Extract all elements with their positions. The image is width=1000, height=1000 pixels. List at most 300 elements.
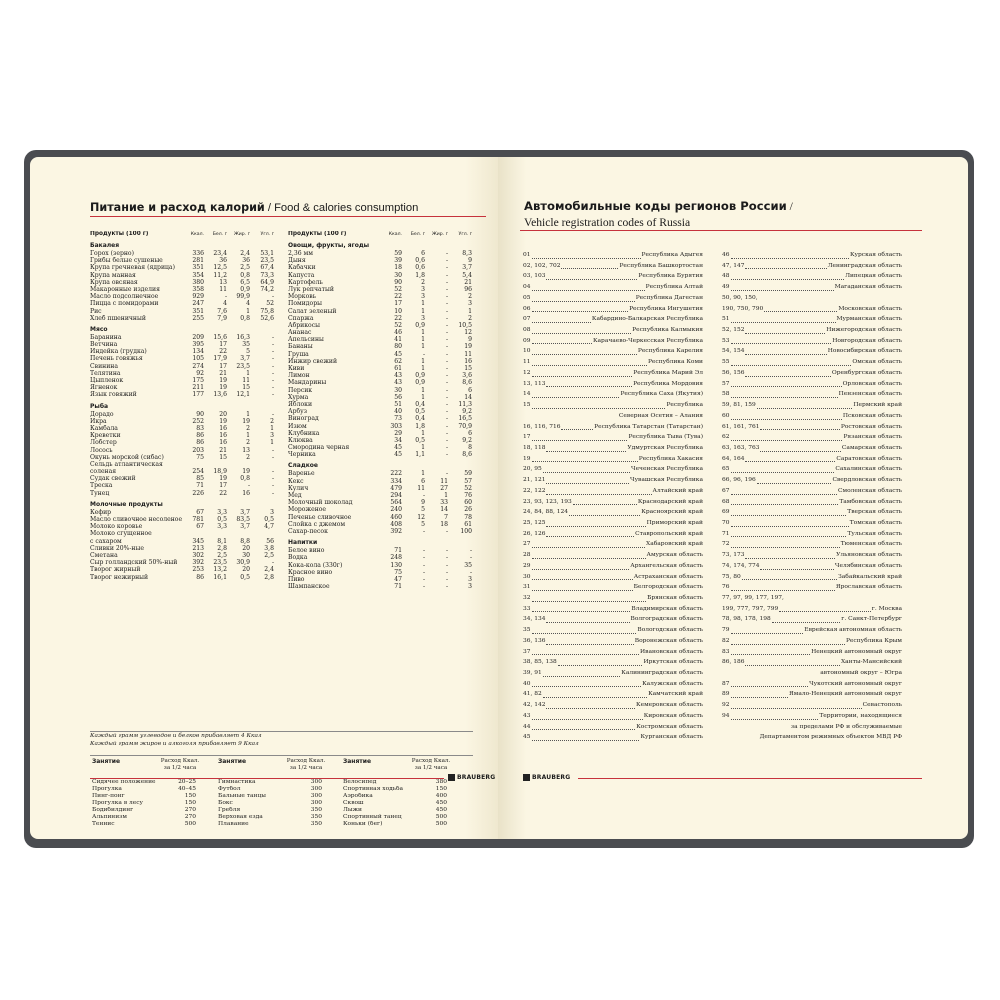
food-value: 22 <box>394 314 402 322</box>
food-row <box>90 348 274 355</box>
food-value: - <box>445 408 448 416</box>
dot-leader <box>731 357 852 368</box>
food-name: Салат зеленый <box>288 307 337 315</box>
food-name: Дорадо <box>90 410 114 418</box>
food-value: - <box>445 314 448 322</box>
dot-leader <box>731 529 847 540</box>
region-name: Омская область <box>852 359 902 366</box>
food-name: Лосось <box>90 446 113 454</box>
food-value: 71 <box>394 583 402 591</box>
dot-leader <box>546 636 633 647</box>
region-row <box>722 497 902 508</box>
food-row <box>288 423 472 430</box>
region-row <box>722 346 902 357</box>
food-value: 99,9 <box>236 293 250 301</box>
food-value: 2,4 <box>240 250 250 257</box>
region-name: Архангельская область <box>630 562 703 569</box>
region-code: 15 <box>523 402 531 409</box>
food-name: Ветчина <box>90 341 118 349</box>
food-name: Грибы белые сушеные <box>90 257 163 265</box>
food-value: - <box>445 264 448 272</box>
food-value: - <box>271 293 274 301</box>
food-value: - <box>271 489 274 497</box>
region-name: Иркутская область <box>643 659 703 666</box>
food-value: 392 <box>390 527 402 535</box>
food-value: - <box>271 468 274 476</box>
food-name: Водка <box>288 554 308 562</box>
activity-name: Гребля <box>218 807 241 813</box>
food-value: - <box>445 357 448 365</box>
activity-kcal: 40–45 <box>178 786 196 792</box>
dot-leader <box>731 411 842 422</box>
food-row <box>288 401 472 408</box>
food-value: 13,2 <box>213 566 227 574</box>
food-value: 9 <box>468 336 472 344</box>
region-name: Ростовская область <box>840 423 902 430</box>
food-value: 1 <box>246 432 250 440</box>
brauberg-logo-right <box>523 774 570 781</box>
region-row <box>523 550 703 561</box>
region-code: 32 <box>523 595 531 601</box>
food-value: - <box>445 393 448 401</box>
region-name: Департаментом режимных объектов МВД РФ <box>759 734 902 741</box>
activity-kcal: 500 <box>435 821 447 827</box>
food-name: Мороженое <box>288 506 327 514</box>
region-name: г. Москва <box>871 605 902 612</box>
region-row <box>523 518 703 529</box>
region-name: Псковская область <box>842 412 902 419</box>
food-value: 248 <box>390 554 402 562</box>
food-value: 3 <box>270 432 274 440</box>
region-name: Ханты-Мансийский <box>840 659 902 666</box>
food-value: 1 <box>421 470 425 478</box>
food-value: 0,8 <box>240 475 250 483</box>
food-value: 19 <box>219 377 227 384</box>
region-code: 01 <box>523 252 531 258</box>
food-value: 16,1 <box>213 573 227 581</box>
region-code: 77, 97, 99, 177, 197, <box>722 595 784 601</box>
food-row <box>288 444 472 451</box>
food-row <box>288 451 472 458</box>
region-row <box>523 432 703 443</box>
food-value: 0,5 <box>240 573 250 581</box>
food-value: 35 <box>242 341 250 349</box>
region-name: Чувашская Республика <box>630 477 703 484</box>
activity-row <box>92 807 208 814</box>
food-value: 43 <box>394 379 402 387</box>
food-value: 53,1 <box>260 250 274 257</box>
food-name: Черника <box>288 451 316 459</box>
food-value: 1 <box>421 393 425 401</box>
food-value: 213 <box>192 544 204 552</box>
dot-leader <box>532 604 631 615</box>
activity-table-1 <box>92 758 208 828</box>
region-code: 72 <box>722 541 730 548</box>
food-value: 60 <box>464 499 472 507</box>
food-value: 1 <box>444 492 448 499</box>
food-name: Крупа овсяная <box>90 278 138 286</box>
food-name: Хурма <box>288 393 309 401</box>
food-row <box>288 547 472 554</box>
activity-name: Теннис <box>92 821 115 827</box>
region-code: 18, 118 <box>523 444 546 451</box>
region-name: Карачаево-Черкесская Республика <box>592 337 703 344</box>
food-value: 1 <box>246 369 250 377</box>
food-value: 19 <box>242 417 250 425</box>
region-code: 45 <box>523 734 531 741</box>
region-code: 89 <box>722 691 730 698</box>
region-code: 63, 163, 763 <box>722 444 760 451</box>
region-row <box>523 722 703 733</box>
food-value: - <box>445 329 448 337</box>
food-name: Кулич <box>288 484 309 492</box>
food-value: 22 <box>219 348 227 356</box>
activity-row <box>343 807 459 814</box>
food-value: 3,3 <box>217 523 227 531</box>
dot-leader <box>546 379 632 390</box>
food-value: 781 <box>192 516 204 523</box>
region-name: Республика Хакасия <box>638 455 703 462</box>
region-name: Челябинская область <box>834 562 902 569</box>
food-value: - <box>469 554 472 562</box>
dot-leader <box>532 282 645 293</box>
food-value: 3 <box>468 583 472 591</box>
food-value: 13 <box>219 278 227 286</box>
region-name: Еврейская автономная область <box>804 627 902 634</box>
food-value <box>250 530 274 537</box>
food-row <box>288 250 472 257</box>
food-value: 3 <box>421 314 425 322</box>
food-row <box>288 506 472 513</box>
region-row <box>722 336 902 347</box>
food-name: Камбала <box>90 424 118 432</box>
food-name: Кока-кола (330г) <box>288 561 343 569</box>
food-value: - <box>422 575 425 583</box>
food-value: 43 <box>394 372 402 380</box>
food-value: 23,5 <box>236 362 250 370</box>
food-value: 75 <box>196 453 204 461</box>
food-value: 5 <box>246 348 250 356</box>
food-value: 253 <box>192 566 204 574</box>
region-name: Чукотский автономный округ <box>809 680 902 687</box>
food-value: - <box>445 561 448 569</box>
dot-leader <box>731 486 838 497</box>
food-name: Шампанское <box>288 583 330 591</box>
food-value: 30 <box>394 386 402 394</box>
dot-leader <box>532 625 637 636</box>
food-value: 0,5 <box>217 516 227 523</box>
food-value: 211 <box>192 384 204 392</box>
food-value: 16 <box>219 432 227 440</box>
region-row <box>722 432 902 443</box>
food-value <box>204 530 227 537</box>
region-row <box>722 282 902 293</box>
food-row <box>90 447 274 454</box>
dot-leader <box>569 507 640 518</box>
food-value: 19 <box>464 343 472 351</box>
region-row <box>722 668 902 679</box>
food-name: Молоко коровье <box>90 523 143 531</box>
food-value: 3,6 <box>462 372 472 380</box>
food-value: - <box>445 568 448 576</box>
dot-leader <box>731 636 845 647</box>
food-name: Треска <box>90 482 113 490</box>
food-value: 0,6 <box>415 264 425 272</box>
food-value: 83,5 <box>236 516 250 523</box>
food-value: 0,9 <box>415 321 425 329</box>
food-value: 52,6 <box>260 314 274 322</box>
food-row <box>288 308 472 315</box>
food-value: 345 <box>192 537 204 545</box>
food-name: Макаронные изделия <box>90 285 160 293</box>
food-value: 16 <box>242 489 250 497</box>
food-row <box>288 336 472 343</box>
dot-leader <box>731 497 839 508</box>
food-row <box>90 363 274 370</box>
food-row <box>90 257 274 264</box>
food-name: Сметана <box>90 551 118 559</box>
food-value: - <box>445 451 448 459</box>
region-row <box>722 582 902 593</box>
food-value: 56 <box>266 537 274 545</box>
food-value: 10,5 <box>458 321 472 329</box>
food-value: 6,5 <box>240 278 250 286</box>
food-value: 6 <box>468 386 472 394</box>
food-value: 85 <box>196 475 204 483</box>
food-value: 26 <box>464 506 472 514</box>
activity-name: Бокс <box>218 800 233 806</box>
region-name: Чеченская Республика <box>631 466 703 473</box>
dot-leader <box>779 604 871 615</box>
food-value: 47 <box>394 575 402 583</box>
region-row <box>523 668 703 679</box>
food-value: 2 <box>468 293 472 301</box>
food-row <box>288 279 472 286</box>
region-row <box>523 486 703 497</box>
region-row <box>523 614 703 625</box>
activity-name: Спортивный танец <box>343 814 402 820</box>
activity-row <box>343 786 459 793</box>
section-heading: Бакалея <box>90 242 120 249</box>
food-value: 2 <box>246 424 250 432</box>
section-heading: Сладкое <box>288 462 318 470</box>
food-value: 11 <box>242 377 250 384</box>
activity-header <box>218 758 330 779</box>
section-heading: Рыба <box>90 402 109 410</box>
food-value: 281 <box>192 257 204 265</box>
food-value: 351 <box>192 307 204 315</box>
food-value: 64,9 <box>260 278 274 286</box>
food-value: - <box>445 436 448 444</box>
activity-name: Лыжи <box>343 807 362 813</box>
food-row <box>288 415 472 422</box>
food-name: Масло сливочное несоленое <box>90 516 182 523</box>
dot-leader <box>731 689 788 700</box>
dot-leader <box>745 657 839 668</box>
region-code: 25, 125 <box>523 519 546 526</box>
food-value: 75 <box>394 568 402 576</box>
region-code: 70 <box>722 519 730 526</box>
food-value: 18 <box>394 264 402 272</box>
dot-leader <box>543 689 647 700</box>
region-name: Магаданская область <box>834 284 902 291</box>
food-value: 52 <box>464 484 472 492</box>
region-row <box>722 357 902 368</box>
dot-leader <box>532 357 647 368</box>
food-row <box>90 384 274 391</box>
food-value: 175 <box>192 377 204 384</box>
region-row <box>722 293 902 304</box>
food-value: 16 <box>219 439 227 447</box>
food-value: 34 <box>394 436 402 444</box>
food-value: 8,6 <box>462 379 472 387</box>
region-code: 48 <box>722 273 730 280</box>
food-value: 36 <box>242 257 250 265</box>
food-name: Горох (зерно) <box>90 250 134 257</box>
region-name: Рязанская область <box>843 434 902 441</box>
food-row <box>288 478 472 485</box>
region-row <box>523 443 703 454</box>
food-value: 21 <box>219 369 227 377</box>
footer-line-right <box>578 778 922 779</box>
food-row <box>90 334 274 341</box>
activity-name: Велосипед <box>343 779 377 785</box>
dot-leader <box>731 711 819 722</box>
region-codes-col-2 <box>722 250 902 743</box>
dot-leader <box>760 443 840 454</box>
footer-line-left <box>90 778 444 779</box>
header-carb: Угл. г <box>458 231 472 237</box>
food-name: Молоко сгущенное <box>90 530 152 538</box>
region-row <box>523 379 703 390</box>
dot-leader <box>745 454 835 465</box>
food-value: 11 <box>464 350 472 358</box>
region-code: 69 <box>722 509 730 516</box>
region-code: 39, 91 <box>523 670 542 677</box>
region-row <box>523 604 703 615</box>
food-row <box>288 365 472 372</box>
region-name: Республика Саха (Якутия) <box>620 391 703 398</box>
food-value: - <box>271 348 274 356</box>
food-name: с сахаром <box>90 537 122 545</box>
food-value <box>182 461 204 468</box>
note-fat-alcohol: Каждый грамм жиров и алкоголя прибавляет 9 Ккал <box>90 741 259 747</box>
food-value: 74,2 <box>260 285 274 293</box>
food-name: Печенье сливочное <box>288 513 352 521</box>
food-name: Яблоки <box>288 400 313 408</box>
food-value: - <box>445 583 448 591</box>
food-value: 1,1 <box>415 451 425 459</box>
region-name: Ленинградская область <box>827 262 902 269</box>
food-value: - <box>445 343 448 351</box>
region-code: 41, 82 <box>523 691 542 698</box>
dot-leader <box>532 368 633 379</box>
dot-leader <box>532 572 633 583</box>
region-code: 190, 750, 790 <box>722 305 764 312</box>
food-value: 18,9 <box>213 468 227 476</box>
food-value: - <box>445 386 448 394</box>
region-row <box>523 454 703 465</box>
region-code: 10 <box>523 348 531 355</box>
food-row <box>90 315 274 322</box>
food-value: 0,8 <box>240 271 250 279</box>
region-name: Республика Адыгея <box>641 252 703 258</box>
food-value: - <box>271 333 274 341</box>
region-row <box>722 454 902 465</box>
food-value: 334 <box>390 477 402 485</box>
food-value: 29 <box>394 429 402 437</box>
food-name: Абрикосы <box>288 321 320 329</box>
food-value: - <box>445 285 448 293</box>
food-value: - <box>422 561 425 569</box>
region-code: 26, 126 <box>523 530 546 537</box>
food-name: Ананас <box>288 329 312 337</box>
dot-leader <box>532 432 628 443</box>
region-name: Ярославская область <box>835 584 902 591</box>
dot-leader <box>546 271 637 282</box>
food-row <box>90 272 274 279</box>
dot-leader <box>731 679 809 690</box>
food-value: - <box>445 257 448 265</box>
food-table-left <box>90 229 274 581</box>
food-name: Варенье <box>288 470 315 478</box>
food-name: Молочный шоколад <box>288 499 353 507</box>
activity-header-value: Расход Ккал. за 1/2 часа <box>160 758 200 771</box>
food-row <box>90 279 274 286</box>
food-row <box>90 264 274 271</box>
food-row <box>288 315 472 322</box>
activity-row <box>92 779 208 786</box>
food-value <box>250 461 274 468</box>
region-code: 82 <box>722 637 730 644</box>
food-value: - <box>224 293 227 301</box>
region-name: Краснодарский край <box>637 498 703 505</box>
logo-square-icon <box>448 774 455 781</box>
food-value: 39 <box>394 257 402 265</box>
dot-leader <box>546 518 645 529</box>
region-code: 31 <box>523 584 531 591</box>
food-value: 7,9 <box>217 314 227 322</box>
table-header <box>90 229 274 238</box>
activity-name: Пинг-понг <box>92 793 125 799</box>
food-value: 17 <box>219 362 227 370</box>
activity-row <box>92 821 208 828</box>
section-heading: Мясо <box>90 325 108 333</box>
dot-leader <box>561 261 618 272</box>
dot-leader <box>532 400 666 411</box>
region-code: 16, 116, 716 <box>523 423 561 430</box>
dot-leader <box>764 304 837 315</box>
food-value: 252 <box>192 417 204 425</box>
region-name: Пермский край <box>853 402 902 409</box>
food-row <box>288 562 472 569</box>
dot-leader <box>745 325 825 336</box>
food-value: - <box>445 470 448 478</box>
food-name: Сливки 20%-ные <box>90 544 144 552</box>
region-code: 06 <box>523 305 531 312</box>
region-row <box>523 282 703 293</box>
food-row <box>288 492 472 499</box>
activity-kcal: 270 <box>184 814 196 820</box>
food-value: 67 <box>196 523 204 531</box>
food-name: Кекс <box>288 477 304 485</box>
region-name: Республика Карелия <box>637 348 703 355</box>
food-value: 336 <box>192 250 204 257</box>
food-value: - <box>445 300 448 308</box>
region-code: 60 <box>722 412 730 419</box>
food-value <box>182 530 204 537</box>
region-row <box>722 679 902 690</box>
